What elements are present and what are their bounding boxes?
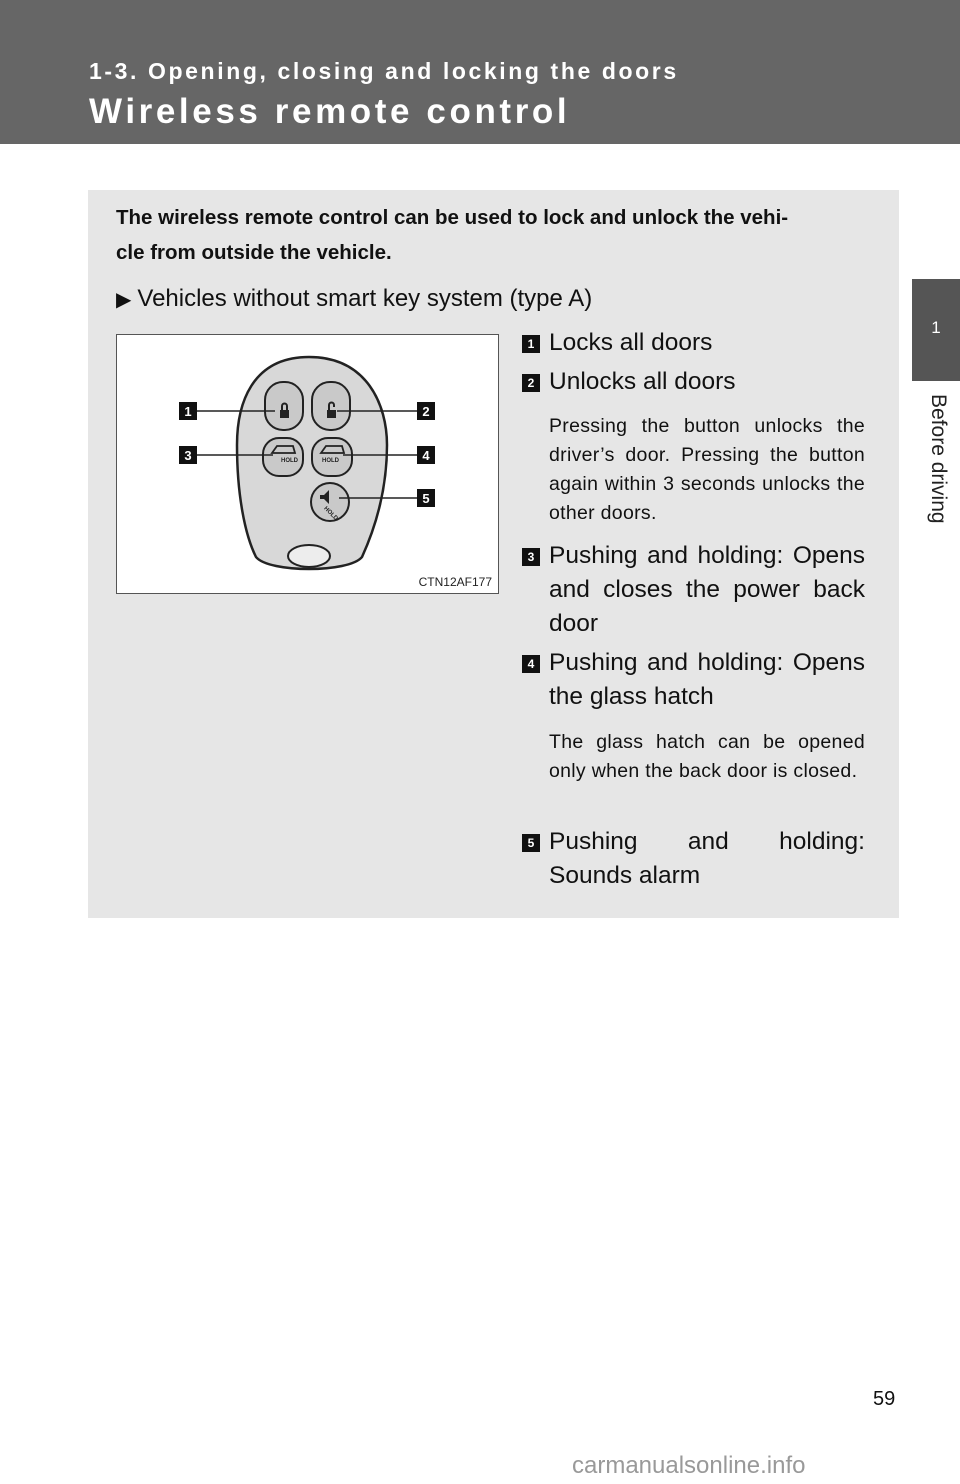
triangle-right-icon: ▶ bbox=[116, 289, 132, 311]
key-fob-illustration bbox=[117, 335, 500, 595]
hold-label: HOLD bbox=[322, 458, 339, 464]
intro-line: cle from outside the vehicle. bbox=[116, 241, 392, 264]
chapter-tab[interactable] bbox=[912, 279, 960, 381]
subsection-text: Vehicles without smart key system (type A) bbox=[137, 285, 593, 312]
chapter-number: 1 bbox=[931, 318, 941, 337]
item-note: The glass hatch can be opened only when the back door is closed. bbox=[549, 731, 865, 782]
back-door-button bbox=[263, 438, 303, 476]
section-heading: 1-3. Opening, closing and locking the doors bbox=[89, 58, 679, 84]
item-text: Pushing and holding: Opens and closes the power back door bbox=[549, 542, 865, 637]
item-badge: 3 bbox=[522, 548, 540, 566]
figure-code: CTN12AF177 bbox=[418, 575, 492, 589]
item-badge: 4 bbox=[522, 655, 540, 673]
intro-line: The wireless remote control can be used to lock and unlock the vehi- bbox=[116, 206, 789, 229]
unlock-button bbox=[312, 382, 350, 430]
page-header bbox=[0, 0, 960, 144]
callout-badge: 1 bbox=[184, 404, 192, 419]
lock-button bbox=[265, 382, 303, 430]
page-number: 59 bbox=[873, 1388, 896, 1410]
item-text: Pushing and holding: Sounds alarm bbox=[549, 828, 865, 889]
hold-label: HOLD bbox=[322, 505, 339, 523]
item-badge: 1 bbox=[522, 335, 540, 353]
indicator-light bbox=[288, 545, 330, 567]
page-title: Wireless remote control bbox=[89, 92, 571, 131]
callout-badge: 3 bbox=[184, 448, 192, 463]
item-badge: 5 bbox=[522, 834, 540, 852]
callout-badge: 2 bbox=[422, 404, 430, 419]
subsection-heading bbox=[116, 283, 592, 316]
item-text: Locks all doors bbox=[549, 329, 713, 356]
chapter-label: Before driving bbox=[927, 394, 950, 524]
callout-badge: 4 bbox=[422, 448, 430, 463]
item-note: Pressing the button unlocks the driver’s door. Pressing the button again within 3 seconds unlocks the other doors. bbox=[549, 415, 865, 524]
remote-control-figure bbox=[116, 334, 499, 594]
callout-badge: 5 bbox=[422, 491, 430, 506]
watermark: carmanualsonline.info bbox=[572, 1452, 806, 1479]
hold-label: HOLD bbox=[281, 458, 298, 464]
intro-text bbox=[116, 200, 868, 270]
item-badge: 2 bbox=[522, 374, 540, 392]
glass-hatch-button bbox=[312, 438, 352, 476]
item-text: Unlocks all doors bbox=[549, 368, 736, 395]
item-text: Pushing and holding: Opens the glass hatch bbox=[549, 649, 865, 710]
